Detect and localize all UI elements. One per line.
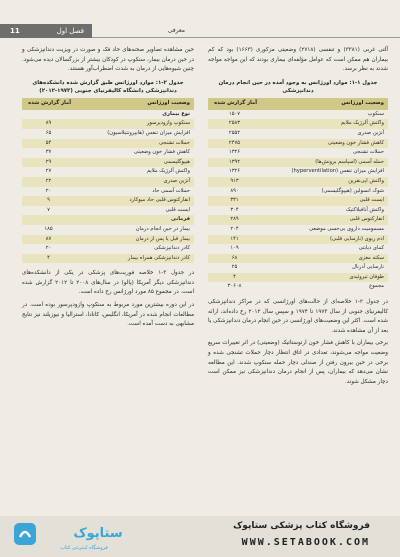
table-section-row bbox=[22, 110, 194, 120]
table-row bbox=[208, 187, 388, 197]
table-row bbox=[208, 139, 388, 149]
row-count: ۳۰۴ bbox=[230, 206, 239, 213]
row-label: بیمار قبل یا پس از درمان bbox=[75, 235, 194, 245]
row-count: ۱۳۲۶ bbox=[228, 149, 241, 156]
table-row bbox=[208, 158, 388, 168]
row-label: افزایش میزان تنفس (هایپرونتیلاسیون) bbox=[107, 129, 190, 136]
row-label: آنژین صدری bbox=[357, 129, 384, 136]
table-row bbox=[208, 263, 388, 273]
row-count: ۸۹۰ bbox=[230, 187, 239, 194]
table-row bbox=[22, 167, 194, 177]
row-label: کاهش فشار خون وضعیتی bbox=[133, 149, 190, 156]
table-row bbox=[208, 196, 388, 206]
left-column bbox=[22, 46, 194, 333]
table-row bbox=[22, 196, 194, 206]
row-label: واکنش آلرژیک ملایم bbox=[261, 119, 388, 129]
row-label: سنکوپ bbox=[367, 110, 384, 117]
row-count bbox=[22, 110, 75, 120]
row-count: ۴ bbox=[208, 273, 261, 283]
table1-header-count: آمار گزارش شده bbox=[208, 98, 261, 110]
table1-header-name: وضعیت اورژانس bbox=[261, 98, 388, 110]
row-count: ۱۸۵ bbox=[44, 225, 53, 232]
table-row bbox=[208, 167, 388, 177]
left-para-2: در این دوره بیشترین مورد مربوط به سنکوپ وازودپرسور بوده است. در مطالعات انجام شده در آمریکا، انگلیس، کانادا، استرالیا و نیوزیلند نیز نتایج مشابهی به دست آمده است. bbox=[22, 302, 194, 328]
table2 bbox=[22, 98, 194, 264]
row-label: ایست قلبی bbox=[261, 196, 388, 206]
row-count: ۳۷ bbox=[45, 149, 52, 156]
row-count: ۴ bbox=[22, 254, 75, 264]
table2-header-count: آمار گزارش شده bbox=[22, 98, 75, 110]
row-count: ۱۳۹۲ bbox=[208, 158, 261, 168]
chapter-bar bbox=[0, 24, 92, 38]
table-row bbox=[208, 244, 388, 254]
table-row bbox=[208, 273, 388, 283]
row-count bbox=[22, 215, 75, 225]
row-label: واکنش اپی‌نفرین bbox=[261, 177, 388, 187]
row-label: کادر دندانپزشکی همراه بیمار bbox=[75, 254, 194, 264]
row-label: طوفان تیروئیدی bbox=[261, 273, 388, 283]
row-label: شوک انسولین (هیپوگلیسمی) bbox=[321, 187, 384, 194]
right-intro: آلتی غربی (۳۳۸۱) و تنفسی (۲۷۱۸) وضعیتی مزکوری (۱۶۶۳) بود که کم بیماران هم ممکن است که عوامل مؤلفه‌ای بیماری بودند که این مواجه مواجه شدند به نظر برسد. bbox=[208, 47, 388, 73]
row-count: ۲۰۴ bbox=[230, 225, 239, 232]
row-label: واکنش آنافیلاکتیک bbox=[345, 206, 384, 213]
header-rule bbox=[92, 37, 400, 38]
row-count: ۲۷ bbox=[45, 168, 52, 175]
row-count: ۸۹ bbox=[22, 119, 75, 129]
row-count: ۸۷ bbox=[22, 235, 75, 245]
row-label: کاهش فشار خون وضعیتی bbox=[261, 139, 388, 149]
row-count: ۱۵۰۷ bbox=[228, 110, 241, 117]
table-row bbox=[22, 148, 194, 158]
row-count: ۲۰ bbox=[45, 245, 52, 252]
table-section-row bbox=[22, 215, 194, 225]
table1-caption: جدول ۱-۱: موارد اورژانس به وجود آمده در حین انجام درمان دندانپزشکی bbox=[218, 79, 378, 94]
row-count: ۲۵۵۲ bbox=[228, 129, 241, 136]
table-row bbox=[208, 177, 388, 187]
table-row bbox=[208, 235, 388, 245]
row-label: کمای دیابتی bbox=[358, 245, 384, 252]
table-row bbox=[208, 215, 388, 225]
table-row bbox=[208, 225, 388, 235]
row-count: ۲۴۷۵ bbox=[208, 139, 261, 149]
left-intro: حین مشاهده تصاویر صحنه‌های حاد فک و صورت در ویزیت دندانپزشکی و در حین درمان بیمار، سنکوپ در کودکان بیشتر از بزرگسالان دیده می‌شود. چنین شیوه‌هایی از درمان به شدت اضطراب‌آور هستند. bbox=[22, 47, 194, 73]
row-count: ۲۹ bbox=[22, 158, 75, 168]
table-row bbox=[22, 129, 194, 139]
row-label: حملات تشنجی bbox=[75, 139, 194, 149]
table2-caption: جدول ۲-۱: موارد اورژانس طبق گزارش شده دانشکده‌های دندانپزشکی دانشگاه کالیفرنیای جنوبی (۱۹۷۳-۲۰۱۲) bbox=[32, 79, 184, 94]
row-count: ۶۵ bbox=[45, 129, 52, 136]
row-label: مجموع bbox=[369, 283, 384, 290]
table-row bbox=[208, 206, 388, 216]
row-label: واکنش آلرژیک ملایم bbox=[146, 168, 190, 175]
table-row bbox=[208, 129, 388, 139]
row-count: ۲۲ bbox=[22, 177, 75, 187]
row-label: حمله آسمی (اسپاسم برونش‌ها) bbox=[261, 158, 388, 168]
table-row bbox=[22, 206, 194, 216]
right-para-1: در جدول ۲-۱ خلاصه‌ای از حالت‌های اورژانسی که در مراکز دندانپزشکی کالیفرنیای جنوبی از سال ۱۹۷۳ تا ۱۹۷۴ و سپس سال ۲۰۱۲ رخ داده‌اند، ارائه شده است. اکثر این وضعیت‌های اورژانسی در حین انجام درمان دندانپزشکی یا بعد از آن مشاهده شدند. bbox=[208, 299, 388, 334]
row-count: ۶۸ bbox=[208, 254, 261, 264]
row-label: انفارکتوس قلبی bbox=[261, 215, 388, 225]
table-row bbox=[22, 139, 194, 149]
row-label: انفارکتوس قلبی حاد میوکارد bbox=[75, 196, 194, 206]
chapter-title: فصل اول bbox=[56, 27, 84, 35]
row-label: سکته مغزی bbox=[261, 254, 388, 264]
table-row bbox=[22, 119, 194, 129]
left-para-1: در جدول ۳-۱ خلاصه فوریت‌های پزشکی در یکی از دانشکده‌های دندانپزشکی دیگر آمریکا (پالو) در سال‌های ۲۰۰۸ تا ۲۰۱۲ گزارش شده است. در مجموع ۸۵ مورد اورژانس رخ داده است. bbox=[22, 270, 194, 296]
row-count: ۹ bbox=[22, 196, 75, 206]
row-count: ۱۰۹ bbox=[230, 245, 239, 252]
row-count: ۲۵۸۳ bbox=[208, 119, 261, 129]
brand-url[interactable]: WWW.SETABOOK.COM bbox=[241, 537, 370, 548]
row-count: ۳۳۱ bbox=[208, 196, 261, 206]
table-row bbox=[208, 119, 388, 129]
row-label: هیپوگلیسمی bbox=[75, 158, 194, 168]
table-row bbox=[22, 177, 194, 187]
row-count: ۷ bbox=[47, 206, 50, 213]
table-row bbox=[208, 148, 388, 158]
table-row bbox=[208, 254, 388, 264]
row-label: آنژین صدری bbox=[75, 177, 194, 187]
row-label: ایست قلبی bbox=[165, 206, 190, 213]
row-label: مسمومیت داروی بی‌حسی موضعی bbox=[309, 225, 384, 232]
table-row bbox=[22, 235, 194, 245]
row-count: ۲۵ bbox=[231, 264, 238, 271]
row-label: نوع بیماری bbox=[162, 110, 190, 117]
row-label: ادم ریوی (نارسایی قلبی) bbox=[261, 235, 388, 245]
row-label: افزایش میزان تنفس (hyperventilation) bbox=[291, 168, 384, 175]
row-label: بیمار در حین انجام درمان bbox=[135, 225, 190, 232]
row-count: ۱۴۱ bbox=[208, 235, 261, 245]
row-count: ۲۸۹ bbox=[208, 215, 261, 225]
row-label: کادر دندانپزشکی bbox=[154, 245, 190, 252]
right-para-2: برخی بیماران با کاهش فشار خون ارتوستاتیک (وضعیتی) در اثر تغییرات سریع وضعیت مواجه می‌شوند، تعدادی در اتاق انتظار دچار حملات تشنجی شده و برخی در حین بیرون رفتن از صندلی دچار حمله سنکوپ شدند. این مطالعه نشان می‌دهد که بیماران، پس از انجام درمان دندانپزشکی نیز ممکن است دچار مشکل شوند. bbox=[208, 340, 388, 385]
table-row bbox=[208, 282, 388, 292]
table1 bbox=[208, 98, 388, 292]
logo-text: ستاپوک bbox=[73, 526, 123, 541]
right-column bbox=[208, 46, 388, 390]
table-row bbox=[22, 244, 194, 254]
row-count: ۵۴ bbox=[22, 139, 75, 149]
row-count: ۹۱۳ bbox=[208, 177, 261, 187]
row-count: ۱۳۲۶ bbox=[228, 168, 241, 175]
row-label: نارسایی آدرنال bbox=[352, 264, 384, 271]
page-header bbox=[0, 24, 400, 38]
table-row bbox=[22, 158, 194, 168]
setabook-logo[interactable] bbox=[14, 522, 124, 552]
table-row bbox=[22, 254, 194, 264]
footer bbox=[0, 516, 400, 557]
row-label: سنکوپ وازودپرسور bbox=[75, 119, 194, 129]
logo-subtext: فروشگاه اینترنتی کتاب bbox=[60, 545, 108, 551]
table-row bbox=[22, 187, 194, 197]
row-label: حملات تشنجی bbox=[352, 149, 384, 156]
row-count: ۳۰۶۰۸ bbox=[227, 283, 242, 290]
table-row bbox=[208, 110, 388, 120]
section-title: معرفی bbox=[167, 27, 185, 34]
table2-header-name: وضعیت اورژانس bbox=[75, 98, 194, 110]
row-label: فرمانی bbox=[75, 215, 194, 225]
row-label: حملات آسمی حاد bbox=[152, 187, 190, 194]
row-count: ۲۰ bbox=[45, 187, 52, 194]
brand-persian: فروشگاه کتاب پزشکی ستاپوک bbox=[233, 521, 370, 531]
page-number: 11 bbox=[10, 27, 20, 35]
table-row bbox=[22, 225, 194, 235]
